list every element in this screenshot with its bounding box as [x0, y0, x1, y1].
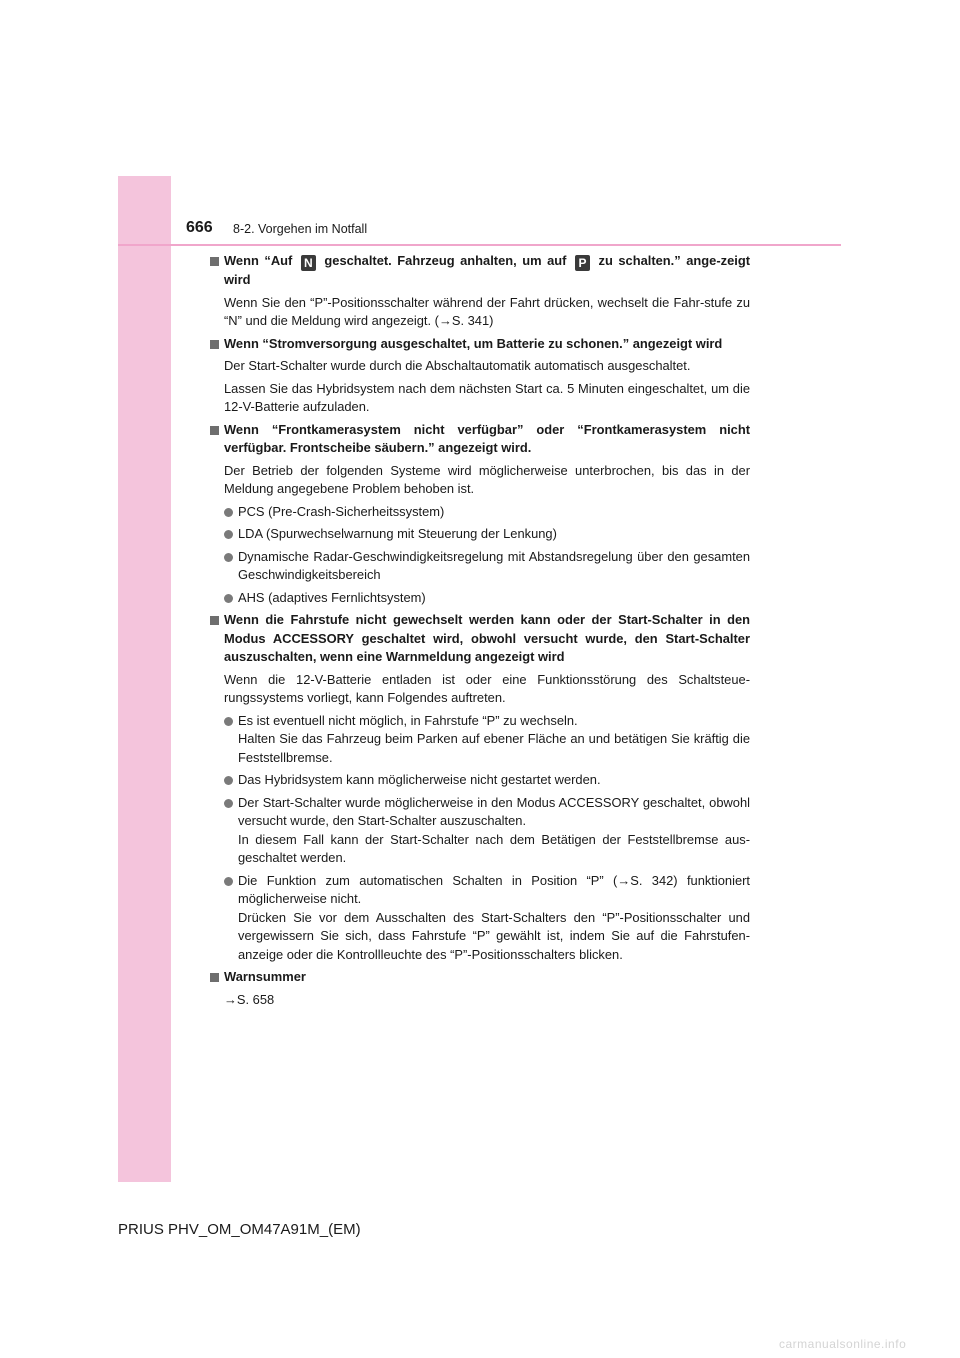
bullet-dot-icon	[224, 508, 233, 517]
bullet-dot-icon	[224, 799, 233, 808]
bullet-dot-icon	[224, 776, 233, 785]
gear-p-icon: P	[575, 255, 590, 271]
page-content	[210, 252, 750, 1013]
bullet-dot-icon	[224, 717, 233, 726]
paragraph: Der Start-Schalter wurde durch die Abschaltautomatik automatisch ausgeschaltet.	[224, 358, 691, 373]
footer-model-code: PRIUS PHV_OM_OM47A91M_(EM)	[118, 1221, 361, 1238]
bullet-dot-icon	[224, 553, 233, 562]
arrow-right-icon: →	[617, 872, 631, 888]
bullet-dot-icon	[224, 877, 233, 886]
square-bullet-icon	[210, 340, 219, 349]
paragraph: Wenn die 12-V-Batterie entladen ist oder eine Funktionsstörung des Schaltsteue-rungssystems vorliegt, kann Folgendes auftreten.	[224, 671, 750, 705]
paragraph: Der Betrieb der folgenden Systeme wird möglicherweise unterbrochen, bis das in der Meldung angegebene Problem behoben ist.	[224, 462, 750, 496]
square-bullet-icon	[210, 973, 219, 982]
list-item: LDA (Spurwechselwarnung mit Steuerung der Lenkung)	[210, 525, 750, 544]
section-heading: Wenn “Stromversorgung ausgeschaltet, um Batterie zu schonen.” angezeigt wird	[210, 335, 750, 354]
list-item: Es ist eventuell nicht möglich, in Fahrstufe “P” zu wechseln. Halten Sie das Fahrzeug beim Parken auf ebener Fläche an und betätigen Sie kräftig die Feststellbremse.	[210, 712, 750, 768]
page-reference-link[interactable]: S. 658	[236, 991, 275, 1007]
bullet-dot-icon	[224, 594, 233, 603]
header-divider	[118, 244, 841, 246]
square-bullet-icon	[210, 257, 219, 266]
section-heading: Wenn “Frontkamerasystem nicht verfügbar” oder “Frontkamerasystem nicht verfügbar. Frontscheibe säubern.” angezeigt wird.	[210, 421, 750, 458]
section-heading: Wenn die Fahrstufe nicht gewechselt werden kann oder der Start-Schalter in den Modus ACCESSORY geschaltet wird, obwohl versucht wurde, den Start-Schalter auszuschalten, wenn eine Warnmeldung angezeigt wird	[210, 611, 750, 667]
list-item: AHS (adaptives Fernlichtsystem)	[210, 589, 750, 608]
paragraph	[210, 991, 750, 1010]
square-bullet-icon	[210, 426, 219, 435]
paragraph: Lassen Sie das Hybridsystem nach dem nächsten Start ca. 5 Minuten eingeschaltet, um die 12-V-Batterie aufzuladen.	[224, 380, 750, 414]
section-title: 8-2. Vorgehen im Notfall	[233, 222, 368, 236]
chapter-sidebar-tab	[118, 176, 171, 1182]
list-item: Das Hybridsystem kann möglicherweise nicht gestartet werden.	[210, 771, 750, 790]
page-reference-link[interactable]: S. 342) funktioniert möglicherweise nicht.	[238, 872, 750, 906]
list-item: Die Funktion zum automatischen Schalten in Position “P” (→S. 342) funktioniert möglicherweise nicht. Drücken Sie vor dem Ausschalten des Start-Schalters den “P”-Positionsschalter und vergewissern Sie sich, dass Fahrstufe “P” gewählt ist, indem Sie auf die Fahrstufen-anzeige oder die Kontrollleuchte des “P”-Positionsschalters blicken.	[210, 872, 750, 965]
list-item: Der Start-Schalter wurde möglicherweise in den Modus ACCESSORY geschaltet, obwohl versucht wurde, den Start-Schalter auszuschalten. In diesem Fall kann der Start-Schalter nach dem Betätigen der Feststellbremse aus-geschaltet werden.	[210, 794, 750, 868]
page-number: 666	[186, 219, 213, 236]
bullet-dot-icon	[224, 530, 233, 539]
page-reference-link[interactable]: S. 341)	[451, 313, 494, 328]
watermark: carmanualsonline.info	[779, 1337, 907, 1351]
arrow-right-icon: →	[224, 991, 237, 1007]
gear-n-icon: N	[301, 255, 316, 271]
square-bullet-icon	[210, 616, 219, 625]
arrow-right-icon: →	[438, 313, 452, 328]
section-heading: Warnsummer	[210, 968, 750, 987]
paragraph: Wenn Sie den “P”-Positionsschalter während der Fahrt drücken, wechselt die Fahr-stufe zu “N” und die Meldung wird angezeigt. (→S. 341)	[224, 294, 750, 328]
list-item: Dynamische Radar-Geschwindigkeitsregelung mit Abstandsregelung über den gesamten Geschwindigkeitsbereich	[210, 548, 750, 585]
section-heading: Wenn “Auf N geschaltet. Fahrzeug anhalten, um auf P zu schalten.” ange-zeigt wird	[210, 252, 750, 290]
list-item: PCS (Pre-Crash-Sicherheitssystem)	[210, 503, 750, 522]
